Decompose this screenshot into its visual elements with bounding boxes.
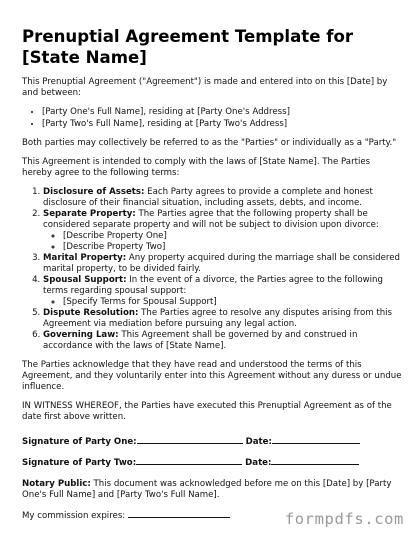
sublist-item: ◦ [Describe Property Two]: [63, 242, 402, 253]
term-heading: Spousal Support:: [43, 275, 127, 285]
notary-text: This document was acknowledged before me on this [Date] by [Party One's Full Name] and [Party Two's Full Name].: [22, 479, 392, 500]
collective-paragraph: Both parties may collectively be referred to as the "Parties" or individually as a "Party.": [22, 138, 397, 148]
date-label-party-two: Date:: [245, 458, 272, 468]
signature-label-party-two: Signature of Party Two:: [22, 458, 137, 468]
term-text: The Parties agree that the following property shall be considered separate property and will not be subject to division upon divorce:: [43, 209, 379, 230]
term-heading: Marital Property:: [43, 253, 127, 263]
signature-label-party-one: Signature of Party One:: [22, 437, 137, 447]
date-label-party-one: Date:: [245, 437, 272, 447]
sublist-item: ◦ [Describe Property One]: [63, 231, 402, 242]
witness-paragraph: IN WITNESS WHEREOF, the Parties have executed this Prenuptial Agreement as of the date first above written.: [22, 401, 392, 422]
notary-paragraph: [22, 479, 402, 501]
term-disclosure: [43, 187, 402, 209]
term-heading: Governing Law:: [43, 330, 119, 340]
signature-row-party-two: [22, 456, 402, 469]
term-heading: Dispute Resolution:: [43, 308, 139, 318]
term-text: In the event of a divorce, the Parties agree to the following terms regarding spousal support:: [43, 275, 383, 296]
term-separate-property: [43, 209, 402, 253]
intro-paragraph: This Prenuptial Agreement ("Agreement") is made and entered into on this [Date] by and between:: [22, 77, 388, 98]
notary-label: Notary Public:: [22, 479, 91, 489]
party-item-two: • [Party Two's Full Name], residing at [Party Two's Address]: [42, 119, 402, 130]
spousal-support-sublist: [43, 297, 402, 308]
term-governing-law: [43, 330, 402, 352]
document-page: [22, 26, 402, 530]
signature-field-party-two[interactable]: [136, 456, 242, 465]
party-item-one: • [Party One's Full Name], residing at [Party One's Address]: [42, 107, 402, 118]
sublist-item: ◦ [Specify Terms for Spousal Support]: [63, 297, 402, 308]
parties-list: [22, 107, 402, 130]
term-text: This Agreement shall be governed by and construed in accordance with the laws of [State Name].: [43, 330, 358, 351]
compliance-paragraph: This Agreement is intended to comply with the laws of [State Name]. The Parties hereby agree to the following terms:: [22, 157, 371, 178]
signature-field-party-one[interactable]: [137, 435, 243, 444]
term-spousal-support: [43, 275, 402, 308]
term-marital-property: [43, 253, 402, 275]
date-field-party-one[interactable]: [272, 435, 360, 444]
date-field-party-two[interactable]: [271, 456, 359, 465]
commission-label: My commission expires:: [22, 511, 126, 521]
term-text: Each Party agrees to provide a complete and honest disclosure of their financial situation, including assets, debts, and income.: [43, 187, 373, 208]
term-text: Any property acquired during the marriage shall be considered marital property, to be divided fairly.: [43, 253, 400, 274]
acknowledgement-paragraph: The Parties acknowledge that they have read and understood the terms of this Agreement, and they voluntarily enter into this Agreement without any duress or undue influence.: [22, 360, 402, 392]
terms-list: [22, 187, 402, 352]
term-dispute-resolution: [43, 308, 402, 330]
commission-field[interactable]: [128, 509, 230, 518]
watermark-logo: formpdfs.com: [284, 510, 404, 528]
term-text: The Parties agree to resolve any disputes arising from this Agreement via mediation before pursuing any legal action.: [43, 308, 393, 329]
separate-property-sublist: [43, 231, 402, 253]
term-heading: Disclosure of Assets:: [43, 187, 145, 197]
term-heading: Separate Property:: [43, 209, 136, 219]
signature-row-party-one: [22, 435, 402, 448]
document-title: Prenuptial Agreement Template for [State Name]: [22, 27, 354, 67]
